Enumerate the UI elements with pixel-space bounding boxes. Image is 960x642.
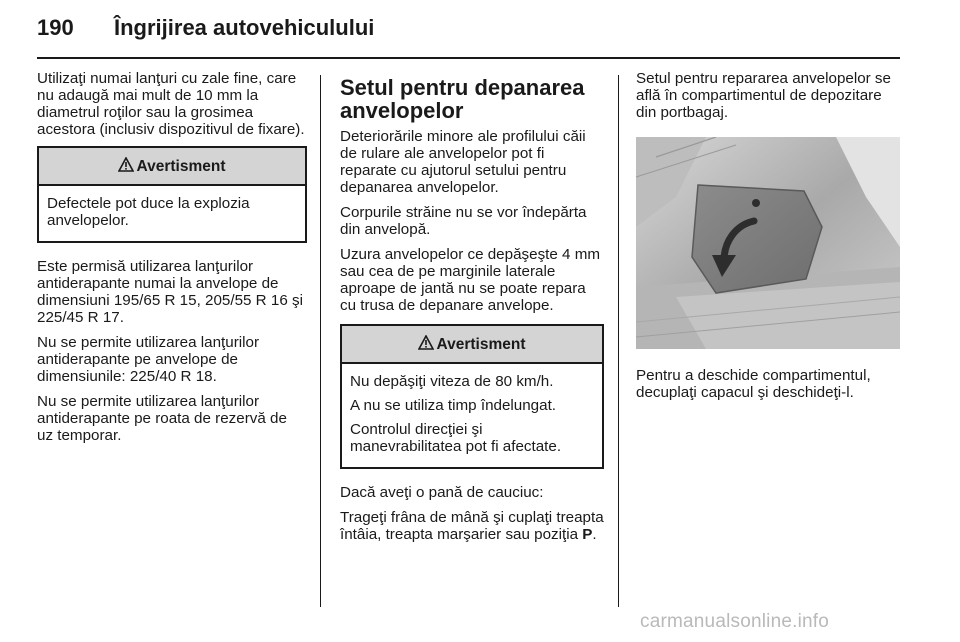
header-divider <box>37 57 900 59</box>
warning-box <box>340 324 604 469</box>
paragraph-allowed-sizes: Este permisă utilizarea lanţurilor antiderapante numai la anvelope de dimensiuni 195/65 R 15, 205/55 R 16 şi 225/45 R 17. <box>37 258 303 326</box>
column-divider-1 <box>320 75 321 607</box>
gear-position-p: P <box>582 526 593 543</box>
warning-body <box>39 186 305 241</box>
warning-box <box>37 146 307 243</box>
page-header <box>37 15 900 55</box>
warning-header <box>39 148 305 186</box>
warning-triangle-icon <box>418 335 434 354</box>
section-heading: Setul pentru depanarea anvelopelor <box>340 75 585 123</box>
warning-header <box>342 326 602 364</box>
paragraph-wear-limit: Uzura anvelopelor ce depăşeşte 4 mm sau cea de pe marginile laterale aproape de jantă nu se poate repara cu trusa de depanare anvelope. <box>340 246 601 314</box>
column-1 <box>37 70 307 452</box>
paragraph-chain-size: Utilizaţi numai lanţuri cu zale fine, care nu adaugă mai mult de 10 mm la diametrul roţilor sau la grosimea acestora (inclusiv dispozitivul de fixare). <box>37 70 305 138</box>
warning-body <box>342 364 602 467</box>
column-divider-2 <box>618 75 619 607</box>
column-3 <box>636 70 904 409</box>
trunk-compartment-photo <box>636 137 900 349</box>
paragraph-disallowed-sizes: Nu se permite utilizarea lanţurilor antiderapante pe anvelope de dimensiunile: 225/40 R 18. <box>37 334 259 385</box>
handbrake-text: Trageţi frâna de mână şi cuplaţi treapta întâia, treapta marşarier sau poziţia <box>340 509 604 543</box>
trunk-illustration <box>636 137 900 349</box>
paragraph-kit-location: Setul pentru repararea anvelopelor se află în compartimentul de depozitare din portbagaj. <box>636 70 891 121</box>
warning-line: Nu depăşiţi viteza de 80 km/h. <box>350 373 554 390</box>
warning-line: A nu se utiliza timp îndelungat. <box>350 397 557 414</box>
warning-text: Defectele pot duce la explozia anvelopelor. <box>47 195 250 229</box>
paragraph-minor-damage: Deteriorările minore ale profilului căii de rulare ale anvelopelor pot fi reparate cu ajutorul setului pentru depanarea anvelopelor. <box>340 128 586 196</box>
paragraph-spare-wheel: Nu se permite utilizarea lanţurilor antiderapante pe roata de rezervă de uz temporar. <box>37 393 287 444</box>
page-number: 190 <box>37 15 74 40</box>
warning-title: Avertisment <box>436 335 526 353</box>
chapter-title: Îngrijirea autovehiculului <box>114 15 375 40</box>
paragraph-handbrake <box>340 509 604 543</box>
warning-line: Controlul direcţiei şi manevrabilitatea pot fi afectate. <box>350 421 562 455</box>
paragraph-open-compartment: Pentru a deschide compartimentul, decuplaţi capacul şi deschideţi-l. <box>636 367 871 401</box>
paragraph-flat-tyre: Dacă aveţi o pană de cauciuc: <box>340 484 544 501</box>
warning-title: Avertisment <box>136 157 226 175</box>
handbrake-end: . <box>592 526 597 543</box>
watermark: carmanualsonline.info <box>640 611 830 632</box>
paragraph-foreign-bodies: Corpurile străine nu se vor îndepărta din anvelopă. <box>340 204 587 238</box>
warning-triangle-icon <box>118 157 134 176</box>
column-2 <box>340 70 604 551</box>
